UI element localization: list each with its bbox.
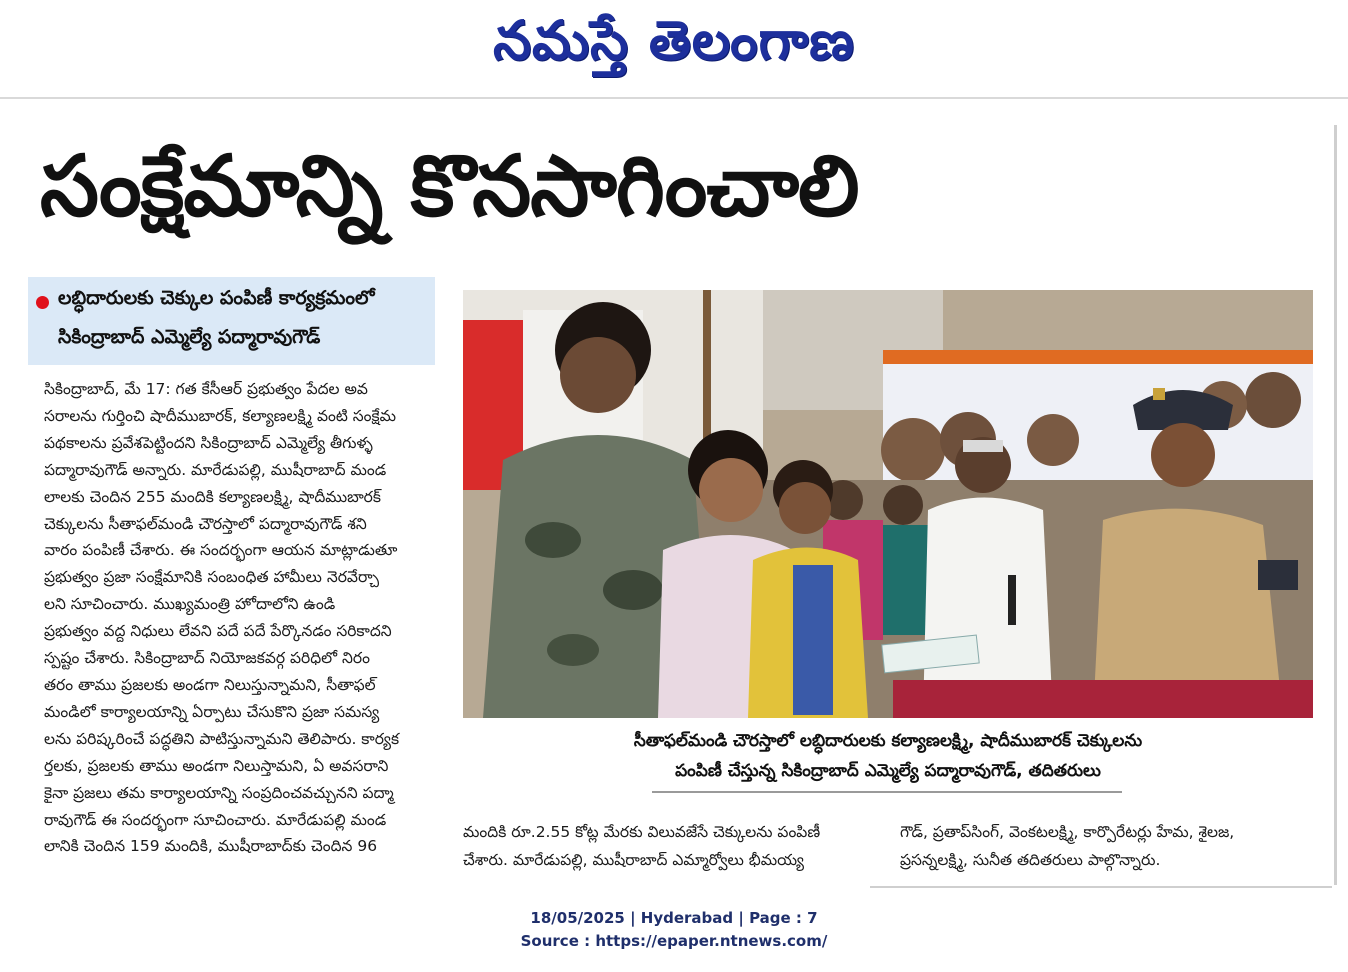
body-line: పథకాలను ప్రవేశపెట్టిందని సికింద్రాబాద్ ఎమ్మెల్యే తీగుళ్ళ — [44, 433, 373, 452]
body-line: సరాలను గుర్తించి షాదీముబారక్, కల్యాణలక్ష్మి వంటి సంక్షేమ — [44, 406, 396, 425]
masthead-title: నమస్తే తెలంగాణ — [493, 8, 855, 72]
body-line: ప్రభుత్వం ప్రజా సంక్షేమానికి సంబంధిత హామీలు నెరవేర్చా — [44, 568, 380, 587]
col2-line: మందికి రూ.2.55 కోట్ల మేరకు విలువజేసే చెక్కులను పంపిణీ — [463, 823, 821, 841]
body-line: కైనా ప్రజలు తమ కార్యాలయాన్ని సంప్రదించవచ్చునని పద్మా — [44, 783, 394, 802]
body-line: ప్రభుత్వం వద్ద నిధులు లేవని పదే పదే పేర్కొనడం సరికాదని — [44, 622, 392, 641]
body-line: స్పష్టం చేశారు. సికింద్రాబాద్ నియోజకవర్గ పరిధిలో నిరం — [44, 649, 370, 668]
subhead-line-2: సికింద్రాబాద్ ఎమ్మెల్యే పద్మారావుగౌడ్ — [58, 326, 321, 348]
photo-icon — [463, 290, 1313, 718]
body-line: పద్మారావుగౌడ్ అన్నారు. మారేడుపల్లి, ముషీరాబాద్ మండ — [44, 460, 387, 479]
masthead-divider — [0, 97, 1348, 99]
caption-divider — [652, 791, 1122, 793]
col3-line: ప్రసన్నలక్ష్మి, సునీత తదితరులు పాల్గొన్నారు. — [900, 851, 1161, 869]
article-headline: సంక్షేమాన్ని కొనసాగించాలి — [40, 137, 859, 235]
body-line: రావుగౌడ్ ఈ సందర్భంగా సూచించారు. మారేడుపల్లి మండ — [44, 810, 387, 829]
body-line: లని సూచించారు. ముఖ్యమంత్రి హోదాలోని ఉండి — [44, 595, 336, 614]
col3-line: గౌడ్, ప్రతాప్‌సింగ్, వెంకటలక్ష్మి, కార్పొరేటర్లు హేమ, శైలజ, — [900, 823, 1235, 841]
body-line: ర్తలకు, ప్రజలకు తాము అండగా నిలుస్తామని, ఏ అవసరాని — [44, 756, 389, 775]
body-line: వారం పంపిణీ చేశారు. ఈ సందర్భంగా ఆయన మాట్లాడుతూ — [44, 541, 398, 560]
red-bullet-icon — [36, 296, 49, 309]
article-column-3 — [900, 818, 1320, 874]
caption-line-2: పంపిణీ చేస్తున్న సికింద్రాబాద్ ఎమ్మెల్యే పద్మారావుగౌడ్, తదితరులు — [675, 761, 1101, 781]
body-line: చెక్కులను సీతాఫల్‌మండి చౌరస్తాలో పద్మారావుగౌడ్ శని — [44, 514, 367, 533]
footer-date-line: 18/05/2025 | Hyderabad | Page : 7 — [530, 909, 818, 927]
subhead-line-1: లబ్ధిదారులకు చెక్కుల పంపిణీ కార్యక్రమంలో — [58, 287, 375, 309]
body-line: లానికి చెందిన 159 మందికి, ముషీరాబాద్‌కు చెందిన 96 — [44, 837, 378, 856]
news-photo — [463, 290, 1313, 718]
photo-caption — [463, 726, 1313, 786]
body-line: మండిలో కార్యాలయాన్ని ఏర్పాటు చేసుకొని ప్రజా సమస్య — [44, 702, 380, 721]
caption-line-1: సీతాఫల్‌మండి చౌరస్తాలో లబ్ధిదారులకు కల్యాణలక్ష్మి, షాదీముబారక్ చెక్కులను — [633, 731, 1143, 751]
column-bottom-rule — [870, 886, 1332, 888]
article-column-2 — [463, 818, 873, 874]
col2-line: చేశారు. మారేడుపల్లి, ముషీరాబాద్ ఎమ్మార్వోలు భీమయ్య — [463, 851, 805, 869]
page-edge-shadow — [1334, 125, 1337, 885]
footer-source-line: Source : https://epaper.ntnews.com/ — [520, 932, 828, 950]
body-line: తరం తాము ప్రజలకు అండగా నిలుస్తున్నామని, సీతాఫల్ — [44, 675, 376, 694]
body-line: సికింద్రాబాద్, మే 17: గత కేసీఆర్ ప్రభుత్వం పేదల అవ — [44, 380, 368, 398]
body-line: లాలకు చెందిన 255 మందికి కల్యాణలక్ష్మి, షాదీముబారక్ — [44, 487, 381, 506]
subhead-box — [28, 277, 435, 365]
body-line: లను పరిష్కరించే పద్ధతిని పాటిస్తున్నామని తెలిపారు. కార్యక — [44, 729, 400, 748]
article-body-column — [44, 376, 436, 860]
page-footer — [0, 907, 1348, 953]
